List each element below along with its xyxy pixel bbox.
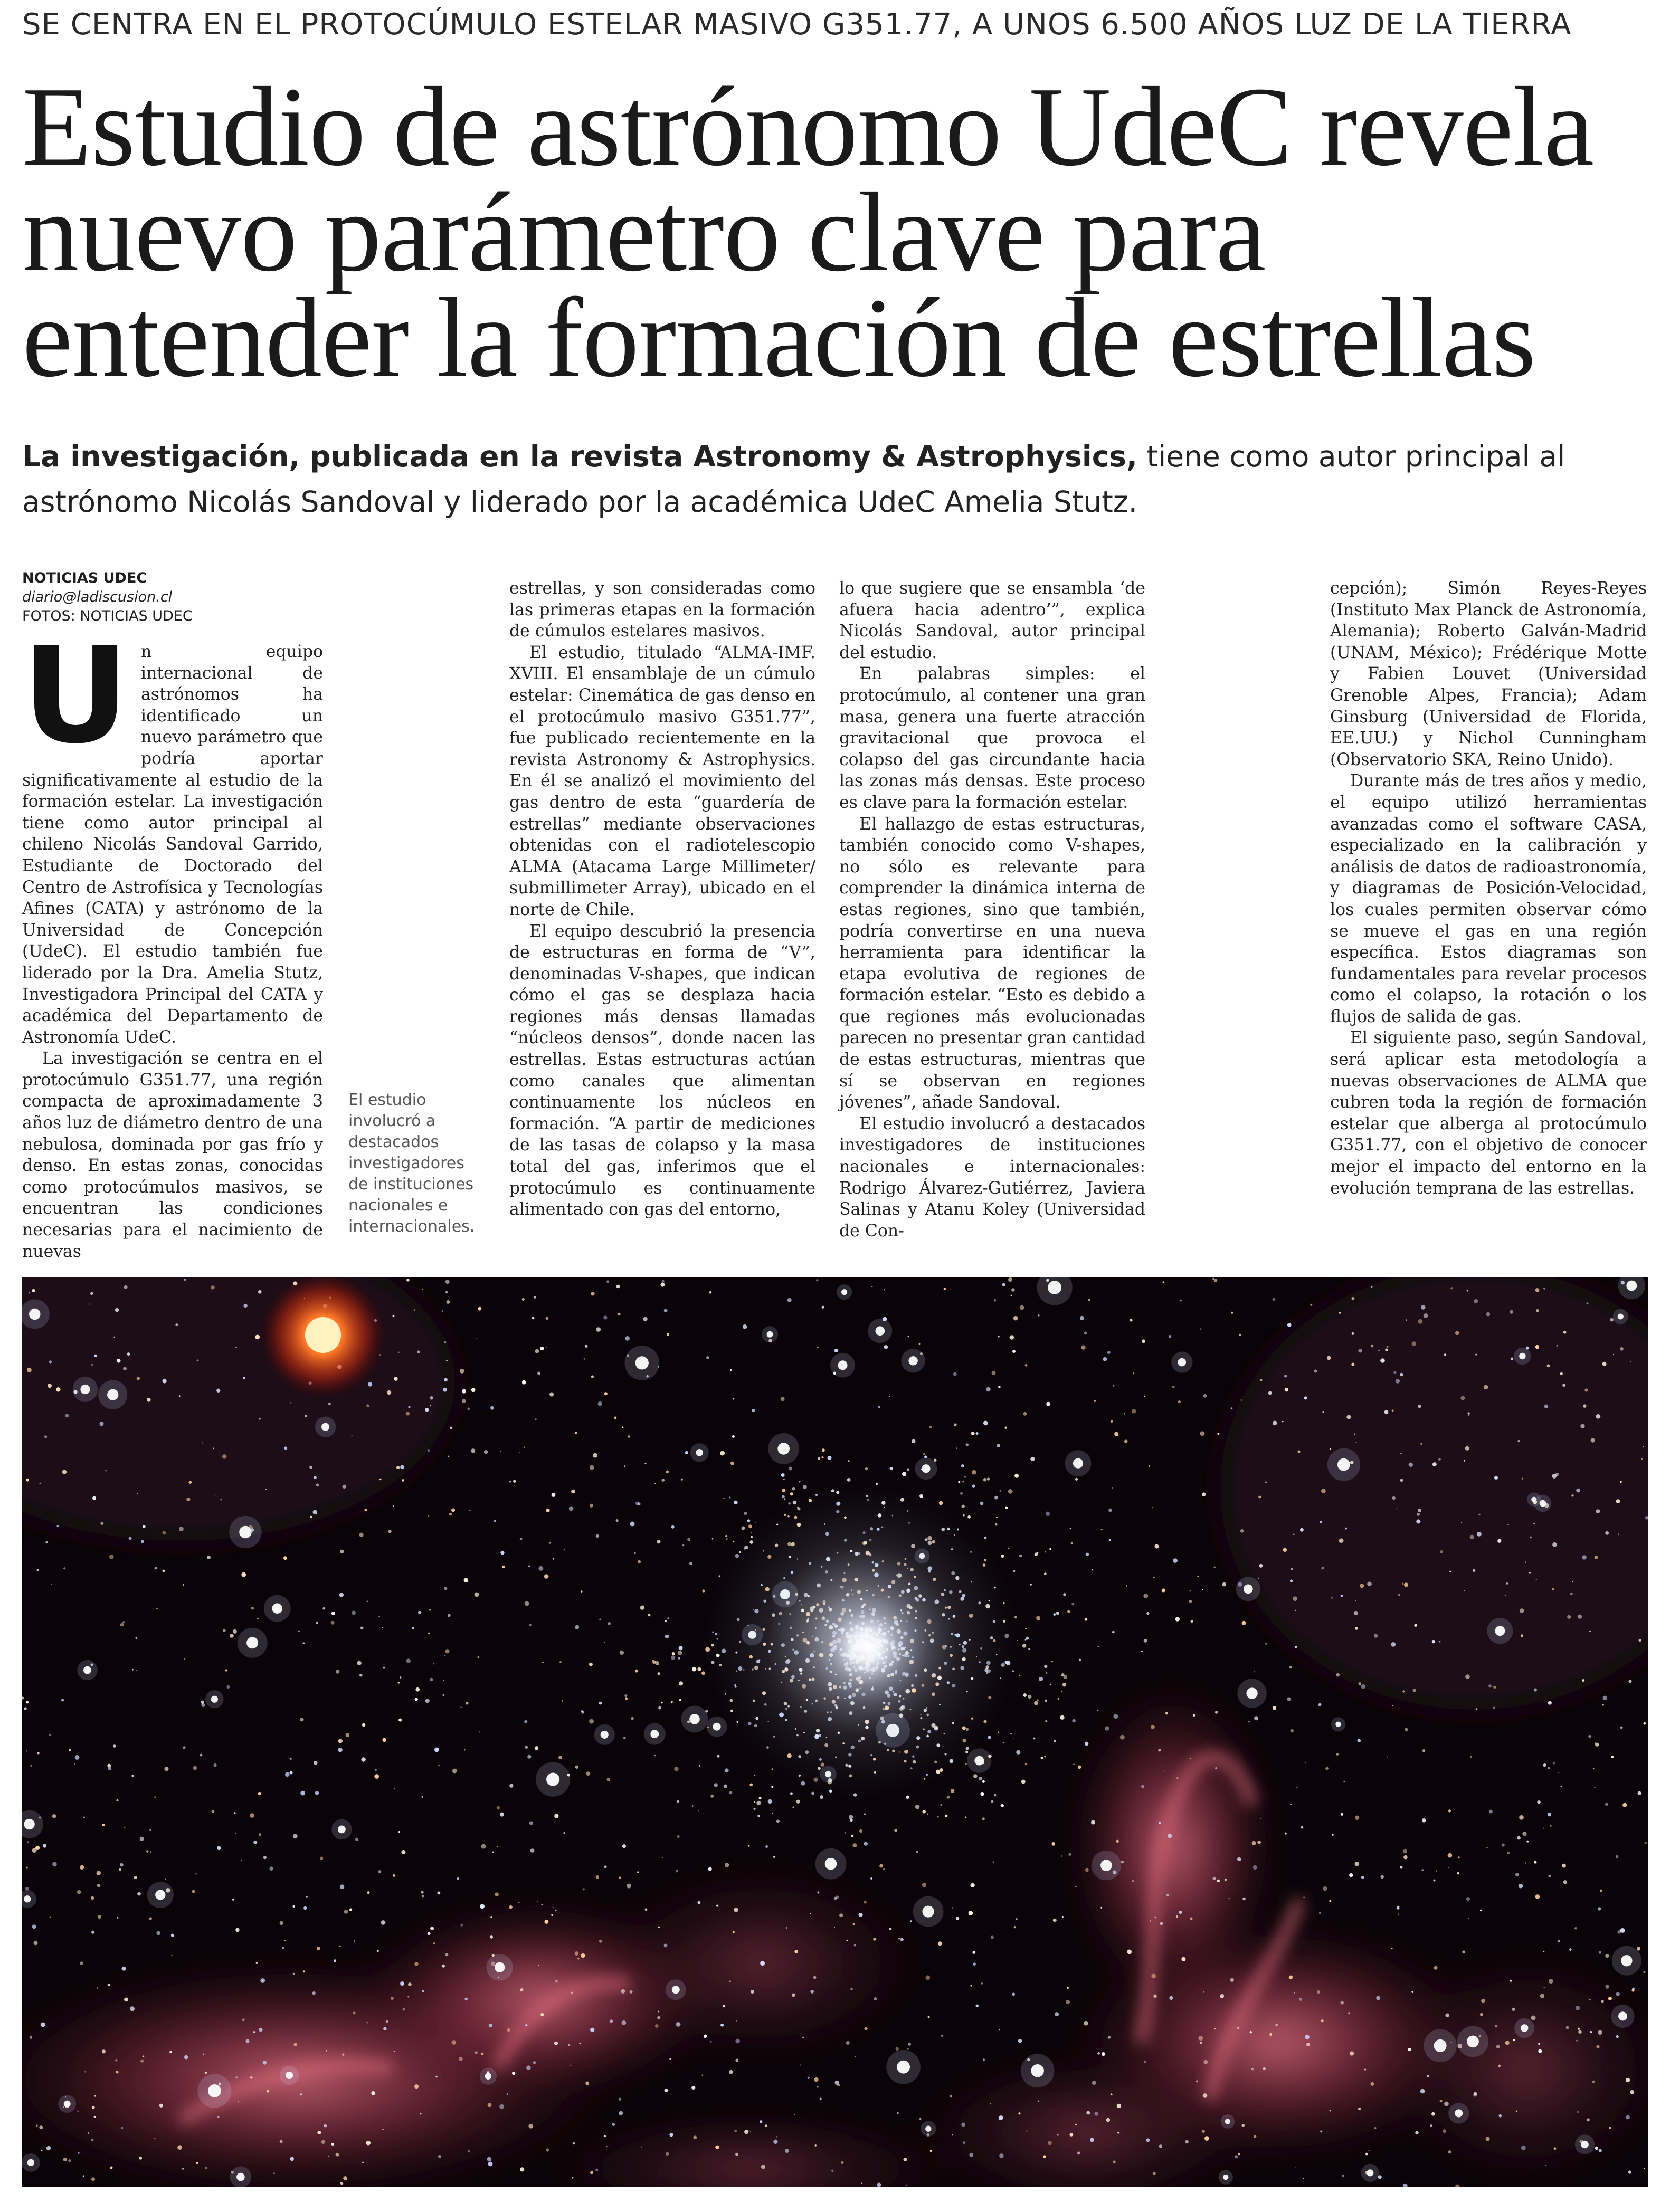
article-column-1 (22, 619, 323, 1262)
headline-line-1: Estudio de astrónomo UdeC revela (22, 63, 1594, 189)
article-column-4 (1330, 578, 1647, 1199)
deck (22, 434, 1648, 525)
article-paragraph: La investigación se centra en el protocúmulo G351.77, una región compacta de aproximadamente 3 años luz de diámetro dentro de una nebulosa, dominada por gas frío y denso. En estas zonas, conocidas como protocúmulos masivos, se encuentran las condiciones necesarias para el nacimiento de nuevas (22, 1049, 323, 1261)
headline-line-3: entender la formación de estrellas (22, 274, 1536, 401)
kicker: SE CENTRA EN EL PROTOCÚMULO ESTELAR MASIVO G351.77, A UNOS 6.500 AÑOS LUZ DE LA TIERRA (22, 7, 1572, 42)
article-paragraph: El siguiente paso, según Sandoval, será aplicar esta metodología a nuevas observaciones de ALMA que cubren toda la región de formación estelar que alberga al protocúmulo G351.77, con el objetivo de conocer mejor el impacto del entorno en la evolución temprana de las estrellas. (1330, 1028, 1647, 1198)
star-cluster-photo (22, 1277, 1648, 2187)
article-paragraph: Durante más de tres años y medio, el equipo utilizó herramientas avanzadas como el software CASA, especializado en la calibración y análisis de datos de radioastronomía, y diagramas de Posición-Velocidad, los cuales permiten observar cómo se mueve el gas en una región específica. Estos diagramas son fundamentales para revelar procesos como el colapso, la rotación o los flujos de salida de gas. (1330, 771, 1647, 1026)
credits (22, 569, 318, 626)
article-paragraph: estrellas, y son consideradas como las primeras etapas en la formación de cúmulos estelares masivos. (509, 579, 815, 641)
article-paragraph: En palabras simples: el protocúmulo, al contener una gran masa, genera una fuerte atracción gravitacional que provoca el colapso del gas circundante hacia las zonas más densas. Este proceso es clave para la formación estelar. (839, 664, 1145, 812)
star-cluster-image (22, 1277, 1648, 2187)
headline-line-2: nuevo parámetro clave para (22, 169, 1266, 295)
article-column-3 (839, 578, 1145, 1242)
article-paragraph: cepción); Simón Reyes-Reyes (Instituto Max Planck de Astronomía, Alemania); Roberto Galván-Madrid (UNAM, México); Frédérique Motte y Fabien Louvet (Universidad Grenoble Alpes, Francia); Adam Ginsburg (Universidad de Florida, EE.UU.) y Nichol Cunningham (Observatorio SKA, Reino Unido). (1330, 579, 1647, 769)
article-paragraph: El estudio involucró a destacados investigadores de instituciones nacionales e internacionales: Rodrigo Álvarez-Gutiérrez, Javiera Salinas y Atanu Koley (Universidad de Con- (839, 1114, 1145, 1241)
article-paragraph: lo que sugiere que se ensambla ‘de afuera hacia adentro’”, explica Nicolás Sandoval, autor principal del estudio. (839, 579, 1145, 662)
article-paragraph: El equipo descubrió la presencia de estructuras en forma de “V”, denominadas V-shapes, que indican cómo el gas se desplaza hacia regiones más densas llamadas “núcleos densos”, donde nacen las estrellas. Estas estructuras actúan como canales que alimentan continuamente los núcleos en formación. “A partir de mediciones de las tasas de colapso y la masa total del gas, inferimos que el protocúmulo es continuamente alimentado con gas del entorno, (509, 921, 815, 1219)
byline: NOTICIAS UDEC (22, 570, 147, 586)
headline (22, 63, 1648, 401)
dropcap: U (22, 619, 130, 773)
article-paragraph: El hallazgo de estas estructuras, también conocido como V-shapes, no sólo es relevante para comprender la dinámica interna de estas regiones, sino que también, podría convertirse en una nueva herramienta para identificar la etapa evolutiva de regiones de formación estelar. “Esto es debido a que regiones más evolucionadas parecen no presentar gran cantidad de estas estructuras, mientras que sí se observan en regiones jóvenes”, añade Sandoval. (839, 814, 1145, 1112)
article-paragraph: El estudio, titulado “ALMA-IMF. XVIII. El ensamblaje de un cúmulo estelar: Cinemática de gas denso en el protocúmulo masivo G351.77”, fue publicado recientemente en la revista Astronomy & Astrophysics. En él se analizó el movimiento del gas dentro de esta “guardería de estrellas” mediante observaciones obtenidas con el radiotelescopio ALMA (Atacama Large Millimeter/ submillimeter Array), ubicado en el norte de Chile. (509, 643, 815, 919)
photo-credit: FOTOS: NOTICIAS UDEC (22, 608, 193, 624)
deck-lead: La investigación, publicada en la revista Astronomy & Astrophysics, (22, 440, 1137, 473)
article-paragraph: Un equipo internacional de astrónomos ha identificado un nuevo parámetro que podría aportar significativamente al estudio de la formación estelar. La investigación tiene como autor principal al chileno Nicolás Sandoval Garrido, Estudiante de Doctorado del Centro de Astrofísica y Tecnologías Afines (CATA) y astrónomo de la Universidad de Concepción (UdeC). El estudio también fue liderado por la Dra. Amelia Stutz, Investigadora Principal del CATA y académica del Departamento de Astronomía UdeC. (22, 619, 323, 1047)
deck-rest: tiene como autor principal al astrónomo Nicolás Sandoval y liderado por la académica UdeC Amelia Stutz. (22, 440, 1565, 519)
article-column-2 (509, 578, 815, 1221)
photo-caption: El estudio involucró a destacados investigadores de instituciones nacionales e internacionales. (348, 1091, 475, 1236)
byline-email: diario@ladiscusion.cl (22, 589, 173, 605)
